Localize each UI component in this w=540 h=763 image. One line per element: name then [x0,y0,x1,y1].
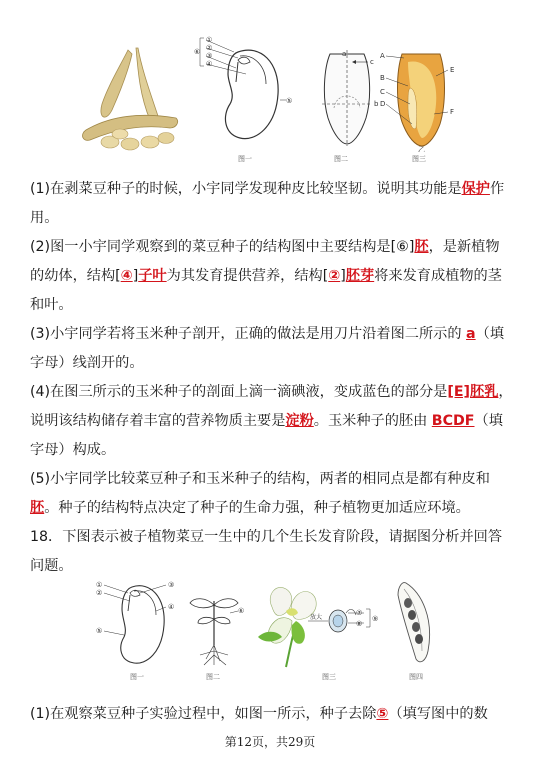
top-figure-row [0,28,540,168]
q18-part1 [30,700,516,729]
answer-num-5: ⑤ [376,706,389,722]
label-b1: ① [96,581,103,589]
label-b2: ② [96,589,103,597]
label-yi: 乙 [418,146,425,152]
label-3: ③ [206,52,213,60]
bottom-fig2-caption: 图二 [206,673,220,681]
seedling-diagram [184,593,246,669]
label-E: E [450,66,455,74]
label-a: a [342,50,347,58]
q17-p5-line2: 胚。种子的结构特点决定了种子的生命力强，种子植物更加适应环境。 [30,500,470,516]
answer-endosperm: [E]胚乳 [447,384,499,400]
label-C: C [380,88,385,96]
answer-protect: 保护 [461,181,490,197]
page-footer: 第12页，共29页 [224,735,316,749]
label-b8: ⑧ [356,620,363,628]
q17-p1-line1: (1)在剥菜豆种子的时候，小宇同学发现种皮比较坚韧。说明其功能是保护作 [30,181,505,197]
label-4: ④ [206,60,213,68]
answer-starch: 淀粉 [285,413,314,429]
corn-kernel-diagram [308,48,386,148]
answer-embryo-2: 胚 [30,500,45,516]
label-b6: ⑥ [238,607,245,615]
label-b7: ⑦ [356,609,363,617]
bean-seed-diagram-2 [96,577,182,671]
corn-section-diagram [378,48,474,152]
q17-p1-line2: 用。 [30,210,59,226]
top-fig3-caption: 图三 [412,155,426,163]
q17-p2-line3: 和叶。 [30,297,73,313]
answer-num-4: ④ [120,268,133,284]
label-6: ⑥ [194,48,201,56]
answer-embryo: 胚 [414,239,429,255]
label-B: B [380,74,385,82]
pea-pod-diagram [392,579,440,669]
q17-p2-line1: (2)图一小宇同学观察到的菜豆种子的结构图中主要结构是[⑥]胚，是新植物 [30,239,500,255]
answer-cotyledon: 子叶 [138,268,167,284]
bottom-fig1-caption: 图一 [130,673,144,681]
q18-heading-line2: 问题。 [30,558,73,574]
q17-text [30,175,516,581]
flower-diagram [252,577,388,669]
bottom-figure-row [0,575,540,690]
bean-pods-photo [80,46,185,154]
label-b3: ③ [168,581,175,589]
answer-plumule: 胚芽 [345,268,375,284]
label-1: ① [206,36,213,44]
q17-p4-line1: (4)在图三所示的玉米种子的剖面上滴一滴碘液，变成蓝色的部分是[E]胚乳， [30,384,513,400]
label-5: ⑤ [286,97,293,105]
answer-bcdf: BCDF [431,413,475,429]
answer-a: a [466,326,476,342]
label-F: F [450,108,455,116]
q17-p4-line3: 字母）构成。 [30,442,116,458]
label-b5: ⑤ [96,627,103,635]
label-D: D [380,100,386,108]
label-zoom: 放大 [310,614,323,621]
top-fig1-caption: 图一 [238,155,252,163]
bottom-fig4-caption: 图四 [409,673,423,681]
label-A: A [380,52,385,60]
top-fig2-caption: 图二 [334,155,348,163]
bean-seed-diagram [194,34,298,149]
q17-p5-line1: (5)小宇同学比较菜豆种子和玉米种子的结构，两者的相同点是都有种皮和 [30,471,490,487]
q18-heading-line1: 18．下图表示被子植物菜豆一生中的几个生长发育阶段，请据图分析并回答 [30,529,503,545]
bottom-fig3-caption: 图三 [322,673,336,681]
q17-p2-line2: 的幼体，结构[④]子叶为其发育提供营养，结构[②]胚芽将来发育成植物的茎 [30,268,502,284]
q17-p3-line2: 字母）线剖开的。 [30,355,144,371]
answer-num-2: ② [328,268,341,284]
q18-p1-line1: (1)在观察菜豆种子实验过程中，如图一所示，种子去除⑤（填写图中的数 [30,706,488,722]
q17-p4-line2: 说明该结构储存着丰富的营养物质主要是淀粉。玉米种子的胚由 BCDF（填 [30,413,503,429]
label-c: c [370,58,374,66]
q17-p3-line1: (3)小宇同学若将玉米种子剖开，正确的做法是用刀片沿着图二所示的 a（填 [30,326,505,342]
label-2: ② [206,44,213,52]
label-b9: ⑨ [372,615,379,623]
label-b4: ④ [168,603,175,611]
label-b: b [374,100,379,108]
